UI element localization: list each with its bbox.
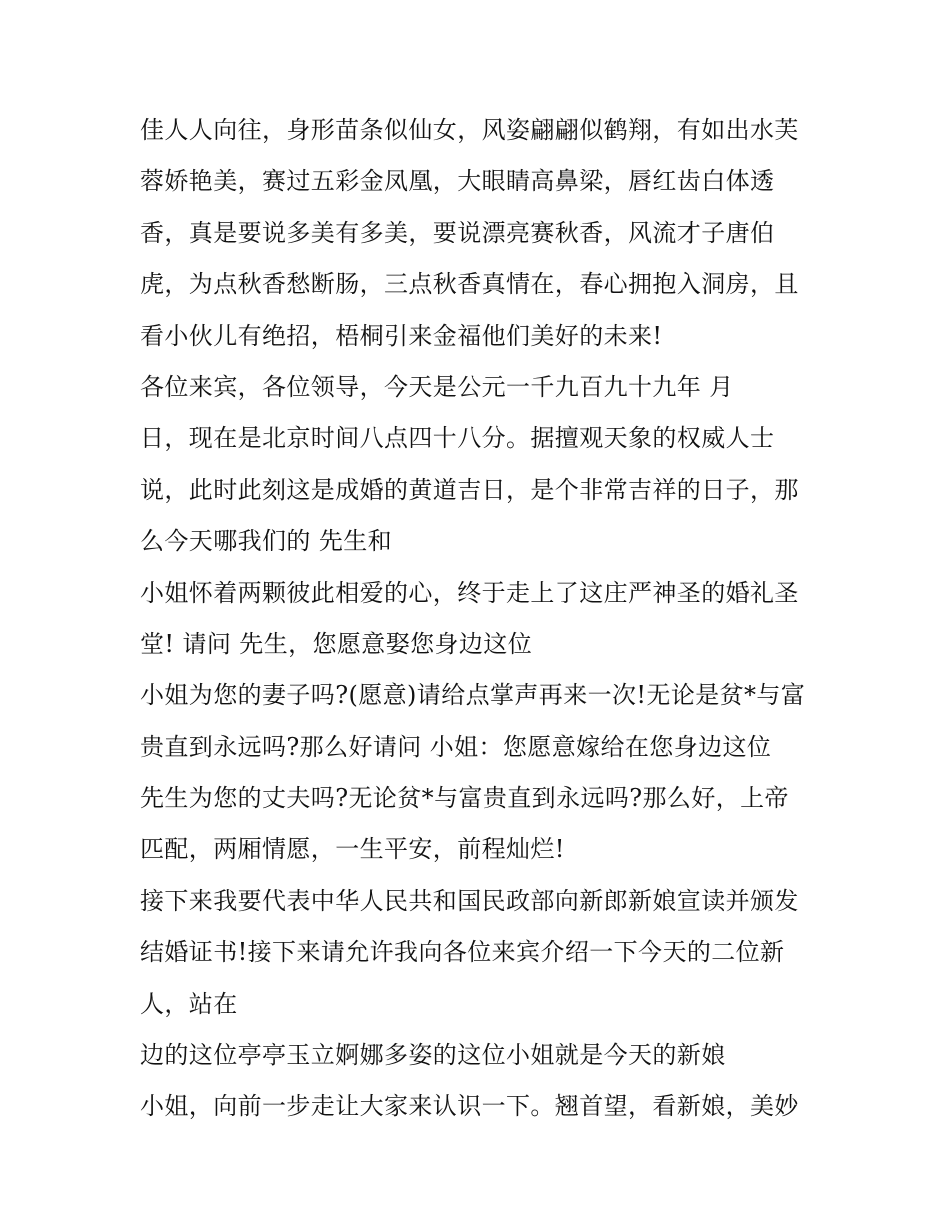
text-line: 虎，为点秋香愁断肠，三点秋香真情在，春心拥抱入洞房，且 <box>140 270 799 299</box>
text-line: 各位来宾，各位领导，今天是公元一千九百九十九年 月 <box>140 372 734 401</box>
text-line: 贵直到永远吗?那么好请问 小姐：您愿意嫁给在您身边这位 <box>140 732 772 761</box>
text-line: 堂! 请问 先生，您愿意娶您身边这位 <box>140 629 533 658</box>
text-line: 日，现在是北京时间八点四十八分。据擅观天象的权威人士 <box>140 424 775 453</box>
text-line: 人，站在 <box>140 989 238 1018</box>
text-line: 小姐为您的妻子吗?(愿意)请给点掌声再来一次!无论是贫*与富 <box>140 681 806 710</box>
text-line: 小姐，向前一步走让大家来认识一下。翘首望，看新娘，美妙 <box>140 1092 799 1121</box>
text-line: 先生为您的丈夫吗?无论贫*与富贵直到永远吗?那么好，上帝 <box>140 784 789 813</box>
text-line: 说，此时此刻这是成婚的黄道吉日，是个非常吉祥的日子，那 <box>140 475 799 504</box>
text-line: 香，真是要说多美有多美，要说漂亮赛秋香，风流才子唐伯 <box>140 218 775 247</box>
text-line: 佳人人向往，身形苗条似仙女，风姿翩翩似鹤翔，有如出水芙 <box>140 116 799 144</box>
text-line: 边的这位亭亭玉立婀娜多姿的这位小姐就是今天的新娘 <box>140 1041 726 1070</box>
text-line: 么今天哪我们的 先生和 <box>140 527 393 556</box>
text-line: 匹配，两厢情愿，一生平安，前程灿烂! <box>140 835 565 864</box>
text-line: 结婚证书!接下来请允许我向各位来宾介绍一下今天的二位新 <box>140 938 785 967</box>
document-body <box>140 105 830 1133</box>
text-line: 看小伙儿有绝招，梧桐引来金福他们美好的未来! <box>140 321 663 350</box>
text-line: 小姐怀着两颗彼此相爱的心，终于走上了这庄严神圣的婚礼圣 <box>140 578 799 607</box>
text-line: 蓉娇艳美，赛过五彩金凤凰，大眼睛高鼻梁，唇红齿白体透 <box>140 167 775 196</box>
text-line: 接下来我要代表中华人民共和国民政部向新郎新娘宣读并颁发 <box>140 886 799 915</box>
